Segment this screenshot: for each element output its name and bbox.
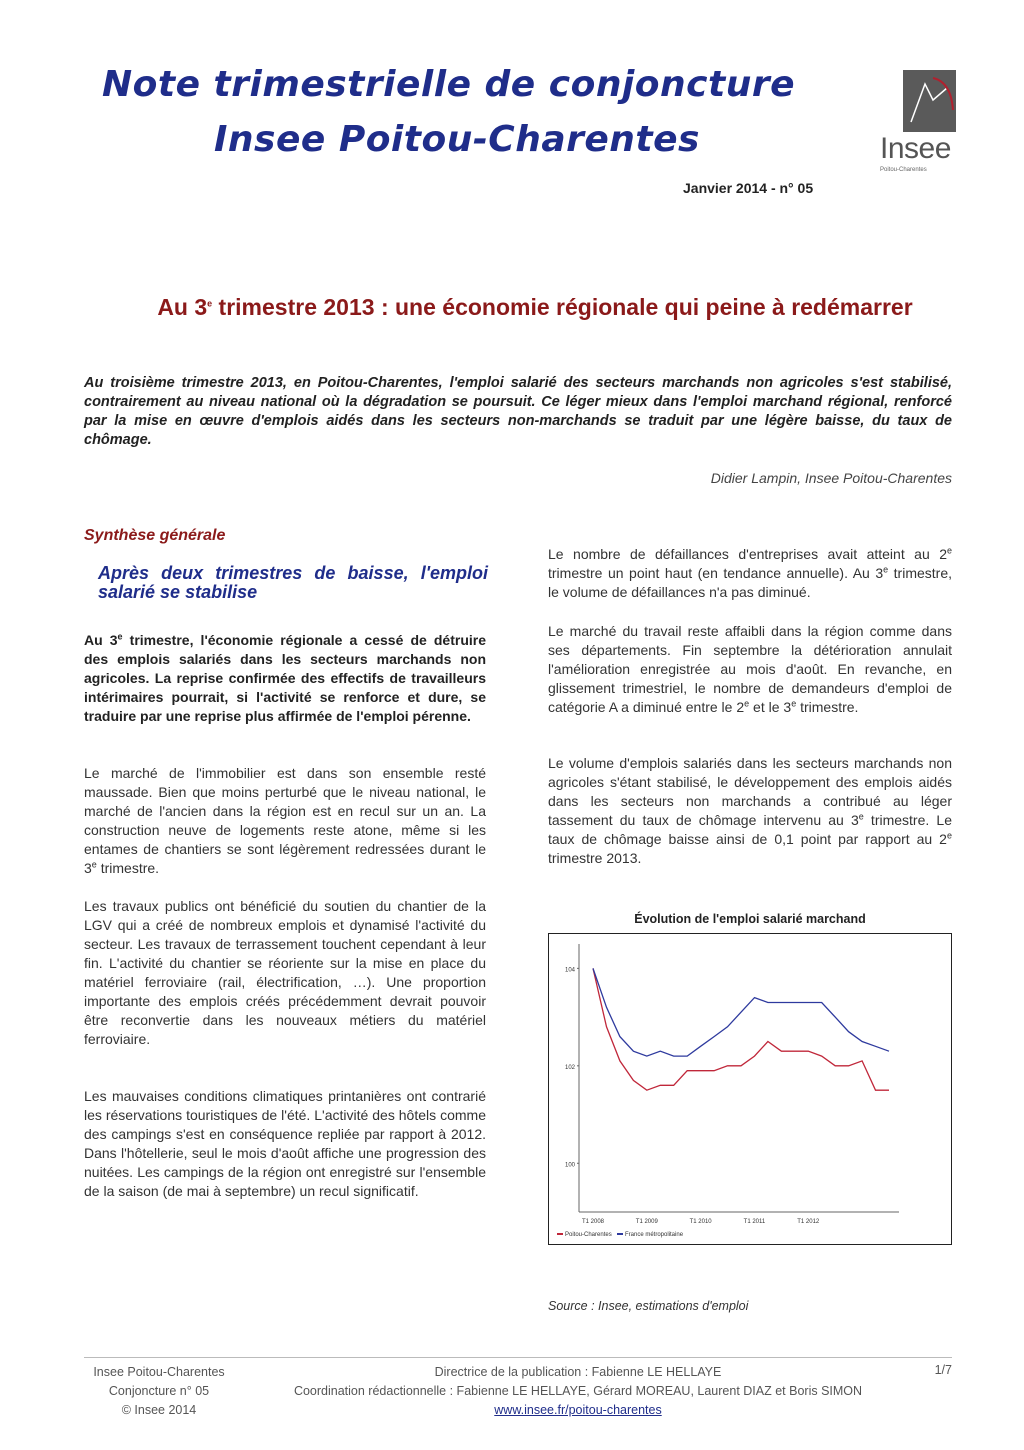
employment-chart xyxy=(548,933,952,1245)
right-paragraph-3: Le volume d'emplois salariés dans les secteurs marchands non agricoles s'étant stabilisé, le développement des emplois aidés dans les secteurs non marchands a contribué au léger tassement du taux de chômage intervenu au 3e trimestre. Le taux de chômage baisse ainsi de 0,1 point par rapport au 2e trimestre 2013. xyxy=(548,755,952,866)
x-tick-label: T1 2012 xyxy=(797,1219,820,1225)
article-headline: Au 3e trimestre 2013 : une économie régionale qui peine à redémarrer xyxy=(157,294,913,320)
legend-label: France métropolitaine xyxy=(625,1232,684,1238)
footer-coordination: Coordination rédactionnelle : Fabienne LE HELLAYE, Gérard MOREAU, Laurent DIAZ et Boris SIMON xyxy=(293,1384,863,1398)
section-title: Synthèse générale xyxy=(84,527,226,544)
x-tick-label: T1 2011 xyxy=(743,1219,766,1225)
x-tick-label: T1 2010 xyxy=(689,1219,712,1225)
publication-subtitle: Insee Poitou-Charentes xyxy=(214,119,700,160)
article-lead: Au troisième trimestre 2013, en Poitou-Charentes, l'emploi salarié des secteurs marchands non agricoles s'est stabilisé, contrairement au niveau national où la dégradation se poursuit. Ce léger mieux dans l'emploi marchand régional, renforcé par la mise en œuvre d'emplois aidés dans les secteurs non-marchands se traduit par une légère baisse, du taux de chômage. xyxy=(84,375,952,448)
chart-source: Source : Insee, estimations d'emploi xyxy=(548,1299,749,1313)
section-subhead: Après deux trimestres de baisse, l'emploi salarié se stabilise xyxy=(98,563,488,602)
right-paragraph-2: Le marché du travail reste affaibli dans la région comme dans ses départements. Fin septembre la détérioration annulait l'amélioration enregistrée au mois d'août. En revanche, en glissement trimestriel, le nombre de demandeurs d'emploi de catégorie A a diminué entre le 2e et le 3e trimestre. xyxy=(548,623,952,715)
footer-center xyxy=(248,1363,908,1420)
insee-logo-text: Insee xyxy=(880,132,951,165)
y-tick-label: 104 xyxy=(564,967,575,974)
series-line-poitou-charentes xyxy=(593,968,889,1090)
x-tick-label: T1 2009 xyxy=(635,1219,658,1225)
left-paragraph-1: Au 3e trimestre, l'économie régionale a cessé de détruire des emplois salariés dans les secteurs marchands non agricoles. La reprise confirmée des effectifs de travailleurs intérimaires pourrait, si l'activité se renforce et dure, se traduire par une reprise plus affirmée de l'emploi pérenne. xyxy=(84,631,486,724)
article-author: Didier Lampin, Insee Poitou-Charentes xyxy=(710,470,952,486)
footer-left xyxy=(84,1363,234,1420)
footer-issue: Conjoncture n° 05 xyxy=(108,1384,210,1398)
x-tick-label: T1 2008 xyxy=(581,1219,605,1225)
footer-page-number: 1/7 xyxy=(934,1363,952,1377)
insee-logo-subtext: Poitou-Charentes xyxy=(880,167,927,173)
y-tick-label: 102 xyxy=(564,1064,575,1071)
footer-copyright: © Insee 2014 xyxy=(121,1403,197,1417)
chart-title: Évolution de l'emploi salarié marchand xyxy=(634,912,866,926)
left-paragraph-3: Les travaux publics ont bénéficié du soutien du chantier de la LGV qui a créé de nombreux emplois et dynamisé l'activité du secteur. Les travaux de terrassement touchent cependant à leur fin. L'activité du chantier se réoriente sur la mise en place du matériel ferroviaire (rail, électrification, …). Une proportion importante des emplois créés précédemment devrait pouvoir être reconvertie dans les nouveaux métiers du matériel ferroviaire. xyxy=(84,898,486,1047)
legend-label: Poitou-Charentes xyxy=(565,1232,612,1238)
series-line-france-metropolitaine xyxy=(593,968,889,1056)
left-paragraph-4: Les mauvaises conditions climatiques printanières ont contrarié les réservations touristiques de l'été. L'activité des hôtels comme des campings s'est en conséquence repliée par rapport à 2012. Dans l'hôtellerie, seul le mois d'août affiche une progression des nuitées. Les campings de la région ont enregistré sur l'ensemble de la saison (de mai à septembre) un recul significatif. xyxy=(84,1088,486,1199)
chart-canvas xyxy=(549,934,950,1243)
footer-website-link[interactable]: www.insee.fr/poitou-charentes xyxy=(494,1403,662,1417)
insee-logo-icon xyxy=(903,70,956,132)
y-tick-label: 100 xyxy=(564,1162,575,1169)
footer-org: Insee Poitou-Charentes xyxy=(93,1365,225,1379)
right-paragraph-1: Le nombre de défaillances d'entreprises avait atteint au 2e trimestre un point haut (en tendance annuelle). Au 3e trimestre, le volume de défaillances n'a pas diminué. xyxy=(548,545,952,600)
issue-number: Janvier 2014 - n° 05 xyxy=(683,180,814,196)
footer-divider xyxy=(84,1357,952,1358)
footer-director: Directrice de la publication : Fabienne LE HELLAYE xyxy=(434,1365,722,1379)
left-paragraph-2: Le marché de l'immobilier est dans son ensemble resté maussade. Bien que moins perturbé que le niveau national, le marché de l'ancien dans la région est en recul sur un an. La construction neuve de logements reste atone, même si les entames de chantiers se sont légèrement redressées durant le 3e trimestre. xyxy=(84,765,486,876)
publication-title: Note trimestrielle de conjoncture xyxy=(102,64,795,105)
